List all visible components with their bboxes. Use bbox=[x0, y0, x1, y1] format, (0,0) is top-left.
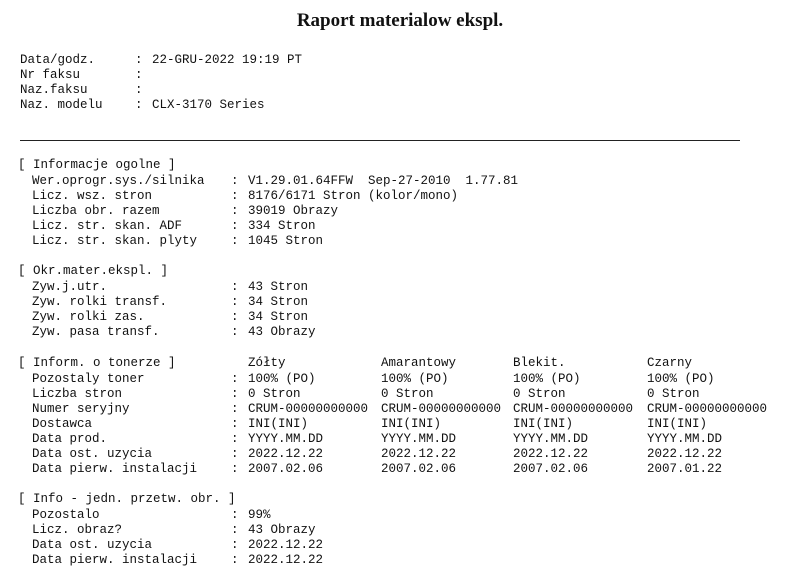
cell: INI(INI) bbox=[513, 417, 574, 431]
row-value: 34 Stron bbox=[248, 295, 309, 309]
row-label: Wer.oprogr.sys./silnika bbox=[32, 174, 205, 188]
section-title-toner: [ Inform. o tonerze ] bbox=[18, 356, 176, 370]
cell: 2022.12.22 bbox=[248, 447, 324, 461]
header-value-model: CLX-3170 Series bbox=[152, 98, 265, 112]
row-value: 2022.12.22 bbox=[248, 553, 324, 567]
header-label-date: Data/godz. bbox=[20, 53, 96, 67]
row-label: Dostawca bbox=[32, 417, 93, 431]
header-colon: : bbox=[135, 53, 143, 67]
section-title-consumables: [ Okr.mater.ekspl. ] bbox=[18, 264, 169, 278]
toner-row: Pozostaly toner : 100% (PO) 100% (PO) 100% (PO) 100% (PO) bbox=[32, 372, 715, 386]
cell: 2007.02.06 bbox=[381, 462, 457, 476]
imaging-row: Data ost. uzycia : 2022.12.22 bbox=[32, 538, 324, 552]
header-label-fax-number: Nr faksu bbox=[20, 68, 81, 82]
cell: 0 Stron bbox=[647, 387, 700, 401]
row-value: 43 Stron bbox=[248, 280, 309, 294]
general-row: Wer.oprogr.sys./silnika : V1.29.01.64FFW Sep-27-2010 1.77.81 bbox=[32, 174, 519, 188]
cell: 100% (PO) bbox=[381, 372, 449, 386]
consumables-row: Zyw. rolki transf. : 34 Stron bbox=[32, 295, 309, 309]
report-title: Raport materialow ekspl. bbox=[296, 10, 504, 31]
cell: INI(INI) bbox=[381, 417, 442, 431]
header-colon: : bbox=[135, 68, 143, 82]
toner-row: Numer seryjny : CRUM-00000000000 CRUM-00000000000 CRUM-00000000000 CRUM-00000000000 bbox=[32, 402, 768, 416]
row-value: 2022.12.22 bbox=[248, 538, 324, 552]
cell: YYYY.MM.DD bbox=[647, 432, 723, 446]
cell: 0 Stron bbox=[513, 387, 566, 401]
cell: 2007.02.06 bbox=[513, 462, 589, 476]
toner-header-row bbox=[0, 356, 800, 371]
general-row: Liczba obr. razem : 39019 Obrazy bbox=[32, 204, 339, 218]
cell: 2007.02.06 bbox=[248, 462, 324, 476]
row-label: Licz. obraz? bbox=[32, 523, 123, 537]
row-value: 8176/6171 Stron (kolor/mono) bbox=[248, 189, 459, 203]
header-value-date: 22-GRU-2022 19:19 PT bbox=[152, 53, 303, 67]
row-label: Zyw.j.utr. bbox=[32, 280, 108, 294]
cell: 100% (PO) bbox=[248, 372, 316, 386]
cell: CRUM-00000000000 bbox=[381, 402, 502, 416]
imaging-row: Data pierw. instalacji : 2022.12.22 bbox=[32, 553, 324, 567]
section-title-imaging: [ Info - jedn. przetw. obr. ] bbox=[18, 492, 236, 506]
row-label: Licz. wsz. stron bbox=[32, 189, 153, 203]
cell: YYYY.MM.DD bbox=[381, 432, 457, 446]
toner-row: Liczba stron : 0 Stron 0 Stron 0 Stron 0 Stron bbox=[32, 387, 700, 401]
row-label: Data ost. uzycia bbox=[32, 447, 153, 461]
consumables-row: Zyw. rolki zas. : 34 Stron bbox=[32, 310, 309, 324]
row-label: Pozostaly toner bbox=[32, 372, 145, 386]
row-label: Zyw. pasa transf. bbox=[32, 325, 160, 339]
cell: 2022.12.22 bbox=[381, 447, 457, 461]
toner-row: Data ost. uzycia : 2022.12.22 2022.12.22 2022.12.22 2022.12.22 bbox=[32, 447, 723, 461]
toner-row: Dostawca : INI(INI) INI(INI) INI(INI) INI(INI) bbox=[32, 417, 708, 431]
header-colon: : bbox=[135, 83, 143, 97]
row-value: V1.29.01.64FFW Sep-27-2010 1.77.81 bbox=[248, 174, 519, 188]
toner-column-magenta: Amarantowy bbox=[381, 356, 457, 370]
row-value: 43 Obrazy bbox=[248, 523, 316, 537]
header-label-model: Naz. modelu bbox=[20, 98, 103, 112]
cell: 2022.12.22 bbox=[647, 447, 723, 461]
row-label: Numer seryjny bbox=[32, 402, 130, 416]
general-row: Licz. str. skan. ADF : 334 Stron bbox=[32, 219, 316, 233]
row-label: Licz. str. skan. plyty bbox=[32, 234, 198, 248]
cell: CRUM-00000000000 bbox=[513, 402, 634, 416]
section-title-general: [ Informacje ogolne ] bbox=[18, 158, 176, 172]
toner-row: Data pierw. instalacji : 2007.02.06 2007.02.06 2007.02.06 2007.01.22 bbox=[32, 462, 723, 476]
cell: CRUM-00000000000 bbox=[647, 402, 768, 416]
cell: 0 Stron bbox=[248, 387, 301, 401]
row-value: 1045 Stron bbox=[248, 234, 324, 248]
cell: 2022.12.22 bbox=[513, 447, 589, 461]
consumables-row: Zyw.j.utr. : 43 Stron bbox=[32, 280, 309, 294]
general-row: Licz. wsz. stron : 8176/6171 Stron (kolor/mono) bbox=[32, 189, 459, 203]
cell: 100% (PO) bbox=[513, 372, 581, 386]
imaging-row: Pozostalo : 99% bbox=[32, 508, 271, 522]
toner-row: Data prod. : YYYY.MM.DD YYYY.MM.DD YYYY.MM.DD YYYY.MM.DD bbox=[32, 432, 723, 446]
cell: INI(INI) bbox=[248, 417, 309, 431]
row-value: 334 Stron bbox=[248, 219, 316, 233]
imaging-row: Licz. obraz? : 43 Obrazy bbox=[32, 523, 316, 537]
toner-column-yellow: Zółty bbox=[248, 356, 286, 370]
row-label: Zyw. rolki zas. bbox=[32, 310, 145, 324]
cell: 2007.01.22 bbox=[647, 462, 723, 476]
general-row: Licz. str. skan. plyty : 1045 Stron bbox=[32, 234, 324, 248]
cell: CRUM-00000000000 bbox=[248, 402, 369, 416]
toner-column-cyan: Blekit. bbox=[513, 356, 566, 370]
row-label: Pozostalo bbox=[32, 508, 100, 522]
row-label: Liczba stron bbox=[32, 387, 123, 401]
row-value: 34 Stron bbox=[248, 310, 309, 324]
divider bbox=[20, 140, 740, 141]
row-label: Zyw. rolki transf. bbox=[32, 295, 168, 309]
row-label: Licz. str. skan. ADF bbox=[32, 219, 183, 233]
toner-column-black: Czarny bbox=[647, 356, 693, 370]
cell: 100% (PO) bbox=[647, 372, 715, 386]
row-label: Data ost. uzycia bbox=[32, 538, 153, 552]
row-value: 43 Obrazy bbox=[248, 325, 316, 339]
cell: INI(INI) bbox=[647, 417, 708, 431]
row-label: Liczba obr. razem bbox=[32, 204, 160, 218]
consumables-row: Zyw. pasa transf. : 43 Obrazy bbox=[32, 325, 316, 339]
cell: YYYY.MM.DD bbox=[248, 432, 324, 446]
cell: YYYY.MM.DD bbox=[513, 432, 589, 446]
header-colon: : bbox=[135, 98, 143, 112]
row-label: Data prod. bbox=[32, 432, 108, 446]
cell: 0 Stron bbox=[381, 387, 434, 401]
row-value: 99% bbox=[248, 508, 271, 522]
header-label-fax-name: Naz.faksu bbox=[20, 83, 88, 97]
row-label: Data pierw. instalacji bbox=[32, 553, 198, 567]
row-label: Data pierw. instalacji bbox=[32, 462, 198, 476]
row-value: 39019 Obrazy bbox=[248, 204, 339, 218]
